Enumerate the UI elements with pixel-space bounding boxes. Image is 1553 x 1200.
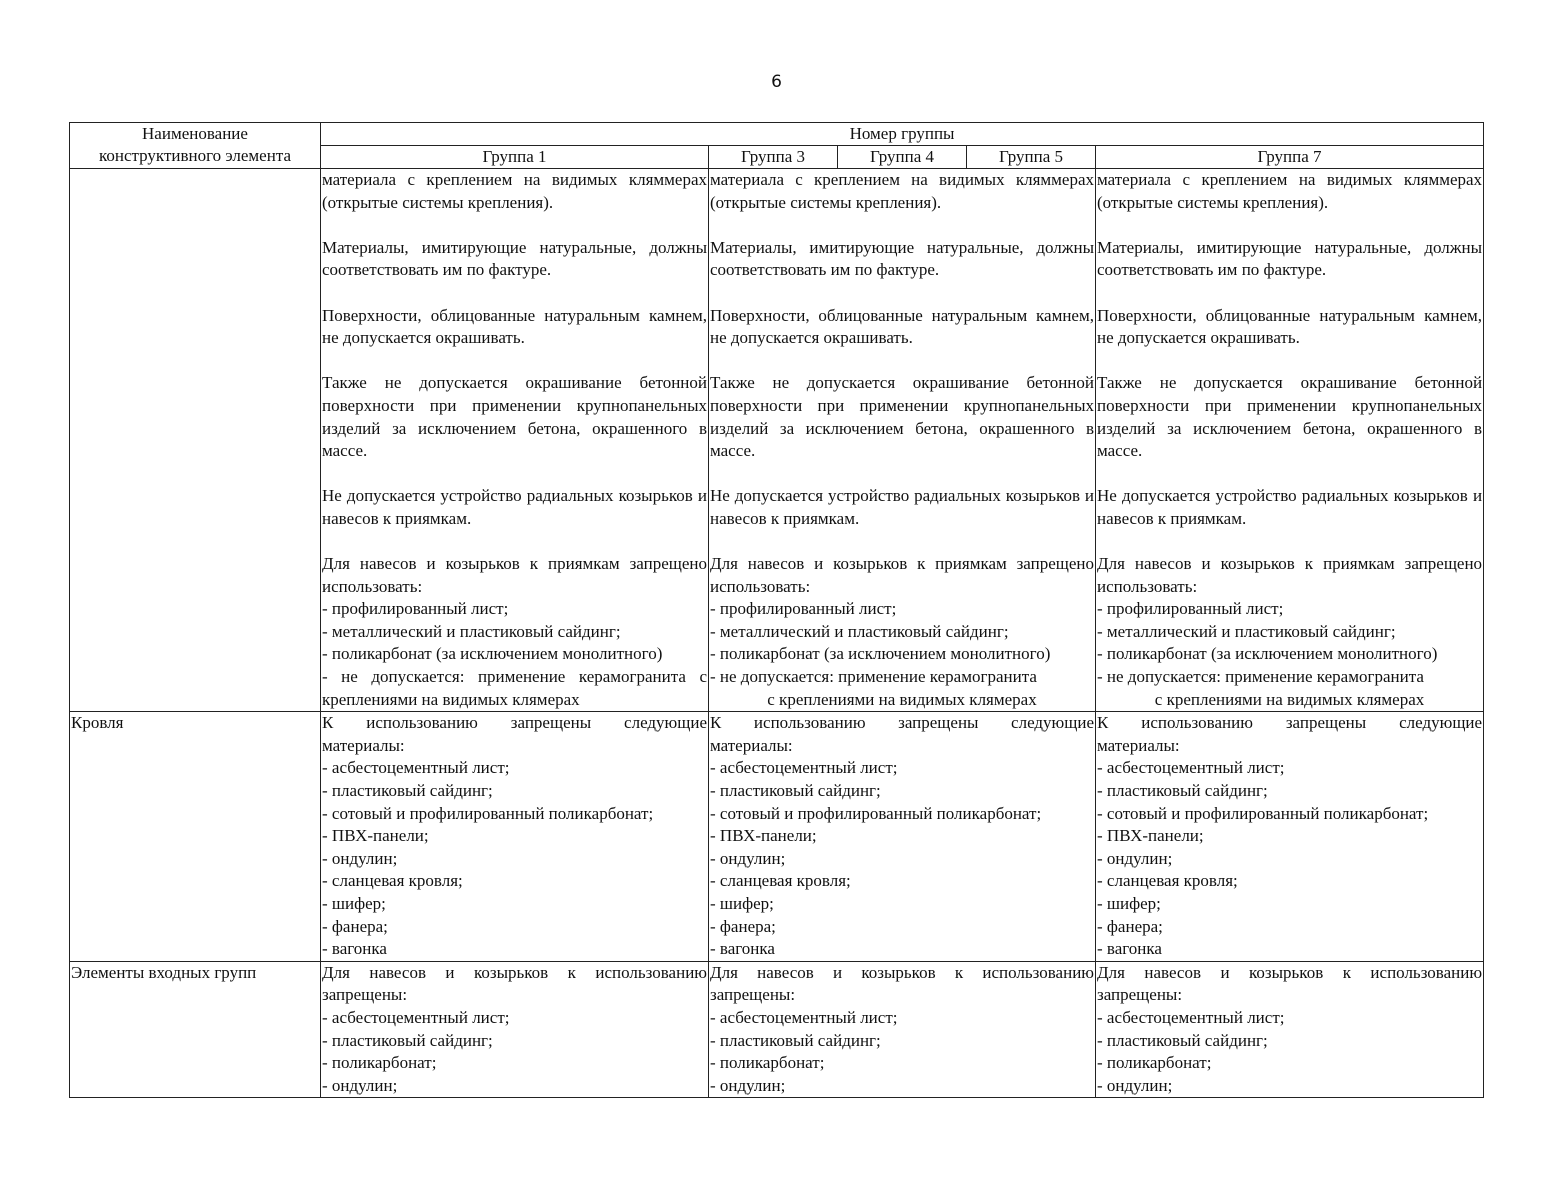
cell-paragraph: Не допускается устройство радиальных козырьков и навесов к приямкам. bbox=[1097, 486, 1483, 528]
list-item: - не допускается: применение керамогранита bbox=[1097, 667, 1424, 687]
list-item: - пластиковый сайдинг; bbox=[710, 1030, 881, 1050]
list-item: - ПВХ-панели; bbox=[710, 826, 817, 846]
header-group-5: Группа 5 bbox=[967, 146, 1096, 169]
list-item: - шифер; bbox=[1097, 894, 1161, 913]
row-name: Элементы входных групп bbox=[70, 961, 321, 1098]
list-item: - сланцевая кровля; bbox=[710, 871, 851, 891]
cell-groups-3-5 bbox=[709, 169, 1096, 712]
cell-paragraph: Материалы, имитирующие натуральные, должны соответствовать им по фактуре. bbox=[1097, 237, 1483, 280]
cell-paragraph: Материалы, имитирующие натуральные, должны соответствовать им по фактуре. bbox=[322, 237, 707, 280]
list-item: - сотовый и профилированный поликарбонат; bbox=[1097, 803, 1429, 823]
cell-paragraph: Для навесов и козырьков к приямкам запрещено использовать: bbox=[1097, 554, 1483, 596]
list-item: - поликарбонат; bbox=[322, 1053, 437, 1073]
header-group-3: Группа 3 bbox=[709, 146, 838, 169]
list-item: - ондулин; bbox=[322, 848, 398, 868]
list-item: - фанера; bbox=[710, 916, 776, 936]
list-item: - фанера; bbox=[1097, 916, 1163, 936]
list-item: - асбестоцементный лист; bbox=[710, 758, 898, 778]
header-group-4: Группа 4 bbox=[838, 146, 967, 169]
list-item: - поликарбонат; bbox=[710, 1053, 825, 1073]
list-item: - вагонка bbox=[1097, 939, 1162, 959]
list-item: - шифер; bbox=[322, 894, 386, 913]
list-item: - не допускается: применение керамогранита с креплениями на видимых клямерах bbox=[322, 667, 707, 709]
row-name: Кровля bbox=[70, 712, 321, 962]
list-item: - пластиковый сайдинг; bbox=[322, 781, 493, 801]
cell-paragraph: Для навесов и козырьков к использованию запрещены: bbox=[1097, 962, 1483, 1005]
list-item: - пластиковый сайдинг; bbox=[322, 1030, 493, 1050]
list-item: - пластиковый сайдинг; bbox=[1097, 781, 1268, 801]
list-item: - профилированный лист; bbox=[1097, 599, 1284, 619]
cell-paragraph: Не допускается устройство радиальных козырьков и навесов к приямкам. bbox=[322, 486, 707, 528]
header-element-name bbox=[70, 123, 321, 169]
cell-group-1 bbox=[321, 169, 709, 712]
list-item: - сланцевая кровля; bbox=[1097, 871, 1238, 891]
header-group-1: Группа 1 bbox=[321, 146, 709, 169]
list-item: - шифер; bbox=[710, 894, 774, 913]
cell-group-1 bbox=[321, 961, 709, 1098]
cell-paragraph: Для навесов и козырьков к приямкам запрещено использовать: bbox=[710, 554, 1094, 596]
table-row bbox=[70, 169, 1484, 712]
cell-paragraph: К использованию запрещены следующие материалы: bbox=[1097, 713, 1483, 755]
cell-paragraph: Поверхности, облицованные натуральным камнем, не допускается окрашивать. bbox=[1097, 305, 1483, 348]
list-item: с креплениями на видимых клямерах bbox=[767, 689, 1037, 709]
table-row bbox=[70, 712, 1484, 962]
list-item: - не допускается: применение керамогранита bbox=[710, 667, 1037, 687]
list-item: - сотовый и профилированный поликарбонат; bbox=[710, 803, 1042, 823]
list-item: - ПВХ-панели; bbox=[322, 826, 429, 846]
list-item: - пластиковый сайдинг; bbox=[1097, 1030, 1268, 1050]
cell-group-1 bbox=[321, 712, 709, 962]
header-element-name-line1: Наименование bbox=[142, 124, 248, 143]
cell-group-7 bbox=[1096, 712, 1484, 962]
cell-paragraph: материала с креплением на видимых кляммерах (открытые системы крепления). bbox=[1097, 170, 1483, 212]
list-item: - поликарбонат (за исключением монолитного) bbox=[1097, 644, 1438, 664]
row-name bbox=[70, 169, 321, 712]
table-header-row bbox=[70, 123, 1484, 146]
list-item: - поликарбонат; bbox=[1097, 1053, 1212, 1073]
cell-group-7 bbox=[1096, 961, 1484, 1098]
list-item: - металлический и пластиковый сайдинг; bbox=[1097, 621, 1396, 641]
list-item: - ПВХ-панели; bbox=[1097, 826, 1204, 846]
cell-group-7 bbox=[1096, 169, 1484, 712]
cell-paragraph: Также не допускается окрашивание бетонной поверхности при применении крупнопанельных изделий за исключением бетона, окрашенного в массе. bbox=[1097, 373, 1483, 461]
list-item: - поликарбонат (за исключением монолитного) bbox=[710, 644, 1051, 664]
cell-paragraph: Также не допускается окрашивание бетонной поверхности при применении крупнопанельных изделий за исключением бетона, окрашенного в массе. bbox=[710, 373, 1094, 461]
cell-paragraph: материала с креплением на видимых кляммерах (открытые системы крепления). bbox=[322, 170, 707, 212]
list-item: - пластиковый сайдинг; bbox=[710, 781, 881, 801]
list-item: - асбестоцементный лист; bbox=[1097, 1007, 1285, 1027]
list-item: - поликарбонат (за исключением монолитного) bbox=[322, 644, 663, 664]
list-item: - металлический и пластиковый сайдинг; bbox=[710, 621, 1009, 641]
list-item: - вагонка bbox=[322, 939, 387, 959]
list-item: - ондулин; bbox=[1097, 848, 1173, 868]
list-item: - фанера; bbox=[322, 916, 388, 936]
cell-paragraph: Для навесов и козырьков к использованию запрещены: bbox=[322, 962, 707, 1005]
list-item: - профилированный лист; bbox=[710, 599, 897, 619]
cell-paragraph: К использованию запрещены следующие материалы: bbox=[710, 713, 1094, 755]
cell-paragraph: Материалы, имитирующие натуральные, должны соответствовать им по фактуре. bbox=[710, 237, 1094, 280]
cell-paragraph: Также не допускается окрашивание бетонной поверхности при применении крупнопанельных изделий за исключением бетона, окрашенного в массе. bbox=[322, 373, 707, 461]
list-item: - асбестоцементный лист; bbox=[322, 758, 510, 778]
cell-groups-3-5 bbox=[709, 712, 1096, 962]
requirements-table bbox=[69, 122, 1484, 1098]
list-item: - ондулин; bbox=[322, 1075, 398, 1095]
cell-paragraph: материала с креплением на видимых кляммерах (открытые системы крепления). bbox=[710, 170, 1094, 212]
list-item: с креплениями на видимых клямерах bbox=[1154, 689, 1425, 709]
list-item: - ондулин; bbox=[710, 848, 786, 868]
header-element-name-line2: конструктивного элемента bbox=[98, 146, 292, 165]
cell-paragraph: Поверхности, облицованные натуральным камнем, не допускается окрашивать. bbox=[710, 305, 1094, 348]
cell-paragraph: Не допускается устройство радиальных козырьков и навесов к приямкам. bbox=[710, 486, 1094, 528]
list-item: - асбестоцементный лист; bbox=[1097, 758, 1285, 778]
cell-groups-3-5 bbox=[709, 961, 1096, 1098]
cell-paragraph: Для навесов и козырьков к использованию запрещены: bbox=[710, 962, 1094, 1005]
page-number: 6 bbox=[771, 72, 782, 92]
table-row bbox=[70, 961, 1484, 1098]
list-item: - сотовый и профилированный поликарбонат; bbox=[322, 803, 654, 823]
list-item: - металлический и пластиковый сайдинг; bbox=[322, 621, 621, 641]
list-item: - вагонка bbox=[710, 939, 775, 959]
list-item: - асбестоцементный лист; bbox=[710, 1007, 898, 1027]
list-item: - ондулин; bbox=[710, 1075, 786, 1095]
list-item: - ондулин; bbox=[1097, 1075, 1173, 1095]
list-item: - сланцевая кровля; bbox=[322, 871, 463, 891]
cell-paragraph: Поверхности, облицованные натуральным камнем, не допускается окрашивать. bbox=[322, 305, 707, 348]
cell-paragraph: Для навесов и козырьков к приямкам запрещено использовать: bbox=[322, 554, 707, 596]
header-group-7: Группа 7 bbox=[1096, 146, 1484, 169]
list-item: - асбестоцементный лист; bbox=[322, 1007, 510, 1027]
list-item: - профилированный лист; bbox=[322, 599, 509, 619]
cell-paragraph: К использованию запрещены следующие материалы: bbox=[322, 713, 707, 755]
header-group-number: Номер группы bbox=[321, 123, 1484, 146]
